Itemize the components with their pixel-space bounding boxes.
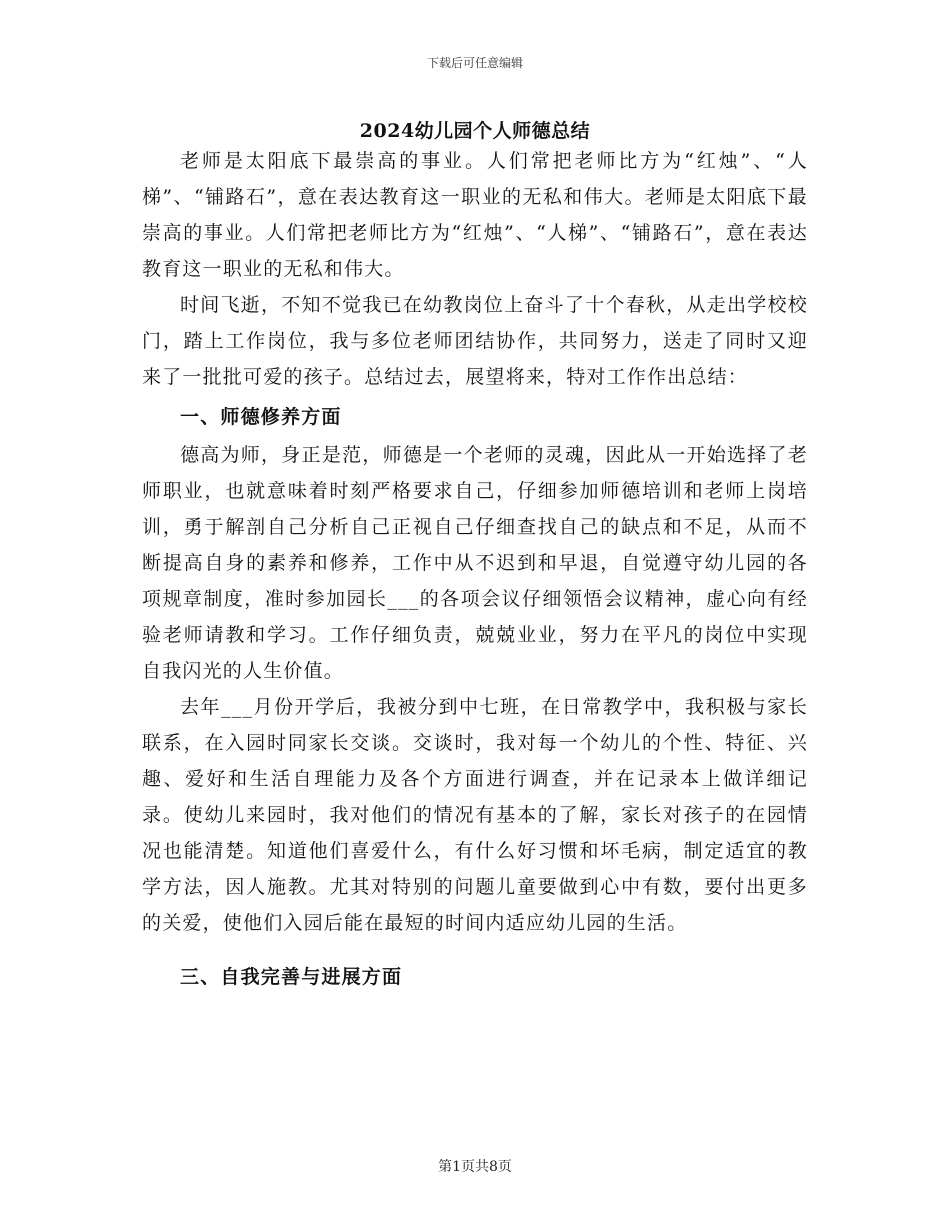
document-body [142,143,808,997]
paragraph-intro: 老师是太阳底下最崇高的事业。人们常把老师比方为“红烛”、“人梯”、“铺路石”，意在表达教育这一职业的无私和伟大。老师是太阳底下最崇高的事业。人们常把老师比方为“红烛”、“人梯”、“铺路石”，意在表达教育这一职业的无私和伟大。 [142,150,808,280]
paragraph-section1-b: 去年___月份开学后，我被分到中七班，在日常教学中，我积极与家长联系，在入园时同家长交谈。交谈时，我对每一个幼儿的个性、特征、兴趣、爱好和生活自理能力及各个方面进行调查，并在记录本上做详细记录。使幼儿来园时，我对他们的情况有基本的了解，家长对孩子的在园情况也能清楚。知道他们喜爱什么，有什么好习惯和坏毛病，制定适宜的教学方法，因人施教。尤其对特别的问题儿童要做到心中有数，要付出更多的关爱，使他们入园后能在最短的时间内适应幼儿园的生活。 [142,696,808,934]
document-title: 2024幼儿园个人师德总结 [359,120,591,142]
section-heading-3: 三、自我完善与进展方面 [180,966,403,988]
header-note: 下载后可任意编辑 [426,56,523,70]
section-heading-1: 一、师德修养方面 [180,406,342,428]
paragraph-summary: 时间飞逝，不知不觉我已在幼教岗位上奋斗了十个春秋，从走出学校校门，踏上工作岗位，我与多位老师团结协作，共同努力，送走了同时又迎来了一批批可爱的孩子。总结过去，展望将来，特对工作作出总结： [142,294,808,388]
paragraph-section1-a: 德高为师，身正是范，师德是一个老师的灵魂，因此从一开始选择了老师职业，也就意味着时刻严格要求自己，仔细参加师德培训和老师上岗培训，勇于解剖自己分析自己正视自己仔细查找自己的缺点和不足，从而不断提高自身的素养和修养，工作中从不迟到和早退，自觉遵守幼儿园的各项规章制度，准时参加园长___的各项会议仔细领悟会议精神，虚心向有经验老师请教和学习。工作仔细负责，兢兢业业，努力在平凡的岗位中实现自我闪光的人生价值。 [142,444,808,682]
page-footer: 第1页共8页 [438,1159,512,1175]
